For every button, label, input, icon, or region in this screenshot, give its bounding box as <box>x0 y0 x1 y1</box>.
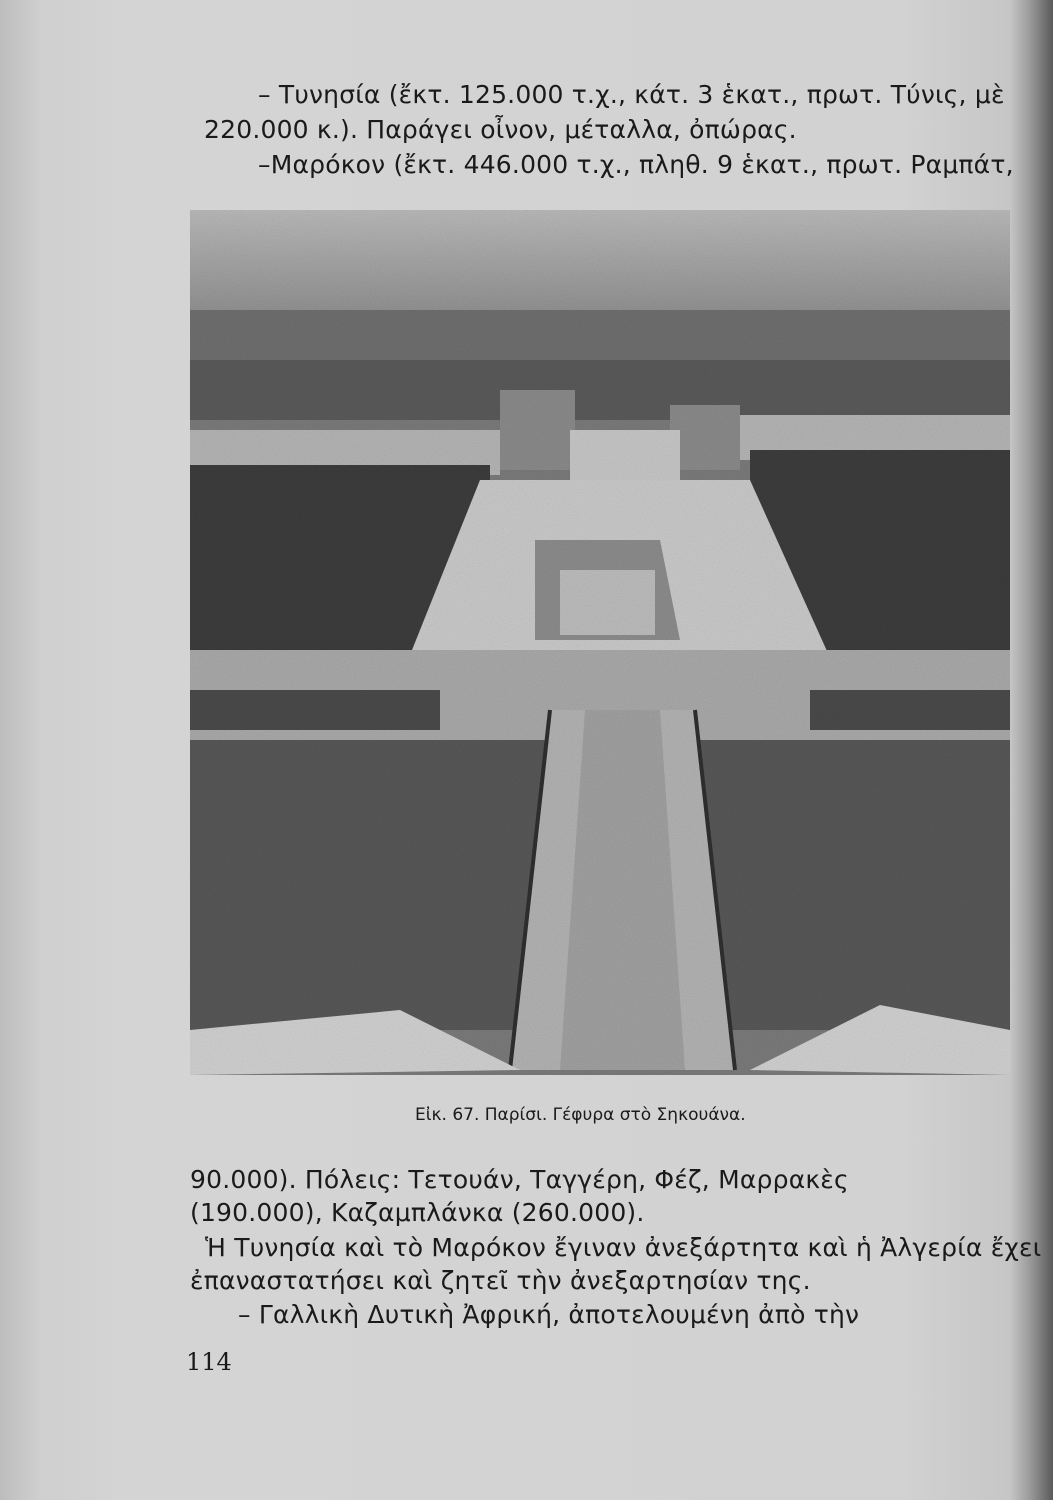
figure-caption: Εἰκ. 67. Παρίσι. Γέφυρα στὸ Σηκουάνα. <box>415 1105 746 1125</box>
text-line-morocco: –Μαρόκον (ἔκτ. 446.000 τ.χ., πληθ. 9 ἑκατ., πρωτ. Ραμπάτ, <box>258 150 1014 179</box>
text-line-tunisia: – Τυνησία (ἔκτ. 125.000 τ.χ., κάτ. 3 ἑκατ., πρωτ. Τύνις, μὲ <box>258 80 1005 109</box>
text-line-independence-cont: ἐπαναστατήσει καὶ ζητεῖ τὴν ἀνεξαρτησίαν της. <box>190 1266 811 1295</box>
text-line-cities-cont: (190.000), Καζαμπλάνκα (260.000). <box>190 1198 645 1227</box>
text-line-independence: Ἡ Τυνησία καὶ τὸ Μαρόκον ἔγιναν ἀνεξάρτητα καὶ ἡ Ἀλγερία ἔχει <box>205 1233 1042 1262</box>
text-line-tunisia-cont: 220.000 κ.). Παράγει οἶνον, μέταλλα, ὀπώρας. <box>204 115 797 144</box>
text-line-french-west-africa: – Γαλλικὴ Δυτικὴ Ἀφρική, ἀποτελουμένη ἀπὸ τὴν <box>238 1300 860 1329</box>
text-line-cities: 90.000). Πόλεις: Τετουάν, Ταγγέρη, Φέζ, Μαρρακὲς <box>190 1165 849 1194</box>
paris-bridge-photo <box>190 210 1010 1075</box>
page-number: 114 <box>186 1348 232 1376</box>
